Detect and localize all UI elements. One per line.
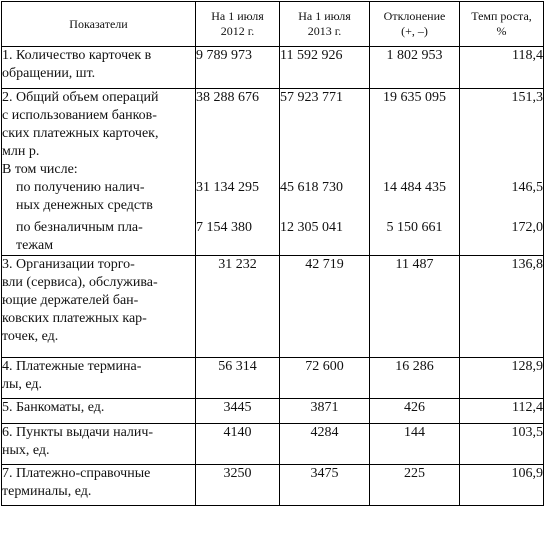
cell-deviation: 16 286	[370, 358, 460, 399]
table-row	[2, 358, 544, 399]
subrow-label: по получению налич-	[16, 180, 145, 195]
label-line: 1. Количество карточек в	[2, 48, 152, 63]
cell-growth: 103,5	[460, 424, 544, 465]
row-label: 7. Платежно-справочные терминалы, ед.	[2, 465, 196, 506]
payment-cards-table	[1, 1, 544, 506]
cell-2013: 57 923 771 45 618 730 12 305 041	[280, 89, 370, 256]
subrow-label: ных денежных средств	[16, 198, 153, 213]
cell-2013: 3475	[280, 465, 370, 506]
subrow-value: 12 305 041	[280, 220, 343, 235]
cell-growth: 112,4	[460, 399, 544, 424]
subrow-value: 172,0	[511, 220, 543, 235]
cell-2013: 42 719	[280, 256, 370, 358]
cell-2013: 4284	[280, 424, 370, 465]
cell-deviation: 11 487	[370, 256, 460, 358]
header-deviation: Отклонение (+, –)	[370, 2, 460, 47]
subrow-value: 31 134 295	[196, 180, 259, 195]
subrow-value: 7 154 380	[196, 220, 252, 235]
row-label: 1. Количество карточек в обращении, шт.	[2, 47, 196, 89]
cell-growth: 128,9	[460, 358, 544, 399]
cell-2013: 3871	[280, 399, 370, 424]
cell-2012: 31 232	[196, 256, 280, 358]
subrow-value: 146,5	[511, 180, 543, 195]
header-growth-rate: Темп роста, %	[460, 2, 544, 47]
cell-deviation: 1 802 953	[370, 47, 460, 89]
cell-growth: 151,3 146,5 172,0	[460, 89, 544, 256]
cell-2012: 38 288 676 31 134 295 7 154 380	[196, 89, 280, 256]
row-label: 6. Пункты выдачи налич- ных, ед.	[2, 424, 196, 465]
row-label: 3. Организации торго- вли (сервиса), обслужива- ющие держателей бан- ковских платежных кар- точек, ед.	[2, 256, 196, 358]
table-row	[2, 424, 544, 465]
cell-growth: 106,9	[460, 465, 544, 506]
table-row	[2, 465, 544, 506]
table-row	[2, 47, 544, 89]
cell-2012: 3250	[196, 465, 280, 506]
row-label: 4. Платежные термина- лы, ед.	[2, 358, 196, 399]
row-label: 5. Банкоматы, ед.	[2, 399, 196, 424]
cell-growth: 136,8	[460, 256, 544, 358]
header-2012: На 1 июля 2012 г.	[196, 2, 280, 47]
table-row	[2, 399, 544, 424]
subrow-value: 5 150 661	[386, 220, 443, 235]
header-indicators: Показатели	[2, 2, 196, 47]
cell-2012: 56 314	[196, 358, 280, 399]
cell-deviation: 144	[370, 424, 460, 465]
cell-deviation: 19 635 095 14 484 435 5 150 661	[370, 89, 460, 256]
table-header-row	[2, 2, 544, 47]
cell-2012: 4140	[196, 424, 280, 465]
subrow-value: 45 618 730	[280, 180, 343, 195]
header-2013: На 1 июля 2013 г.	[280, 2, 370, 47]
cell-deviation: 225	[370, 465, 460, 506]
cell-2013: 11 592 926	[280, 47, 370, 89]
cell-deviation: 426	[370, 399, 460, 424]
cell-2012: 9 789 973	[196, 47, 280, 89]
table-row	[2, 256, 544, 358]
cell-2013: 72 600	[280, 358, 370, 399]
cell-growth: 118,4	[460, 47, 544, 89]
cell-2012: 3445	[196, 399, 280, 424]
table-row	[2, 89, 544, 256]
row-label: 2. Общий объем операций с использованием банков- ских платежных карточек, млн р. В том числе: по получению налич- ных денежных средств по безналичным пла- тежам	[2, 89, 196, 256]
subrow-label: по безналичным пла-	[16, 220, 143, 235]
subrow-label: тежам	[16, 238, 54, 253]
subheader-label: В том числе:	[2, 162, 78, 177]
subrow-value: 14 484 435	[383, 180, 446, 195]
